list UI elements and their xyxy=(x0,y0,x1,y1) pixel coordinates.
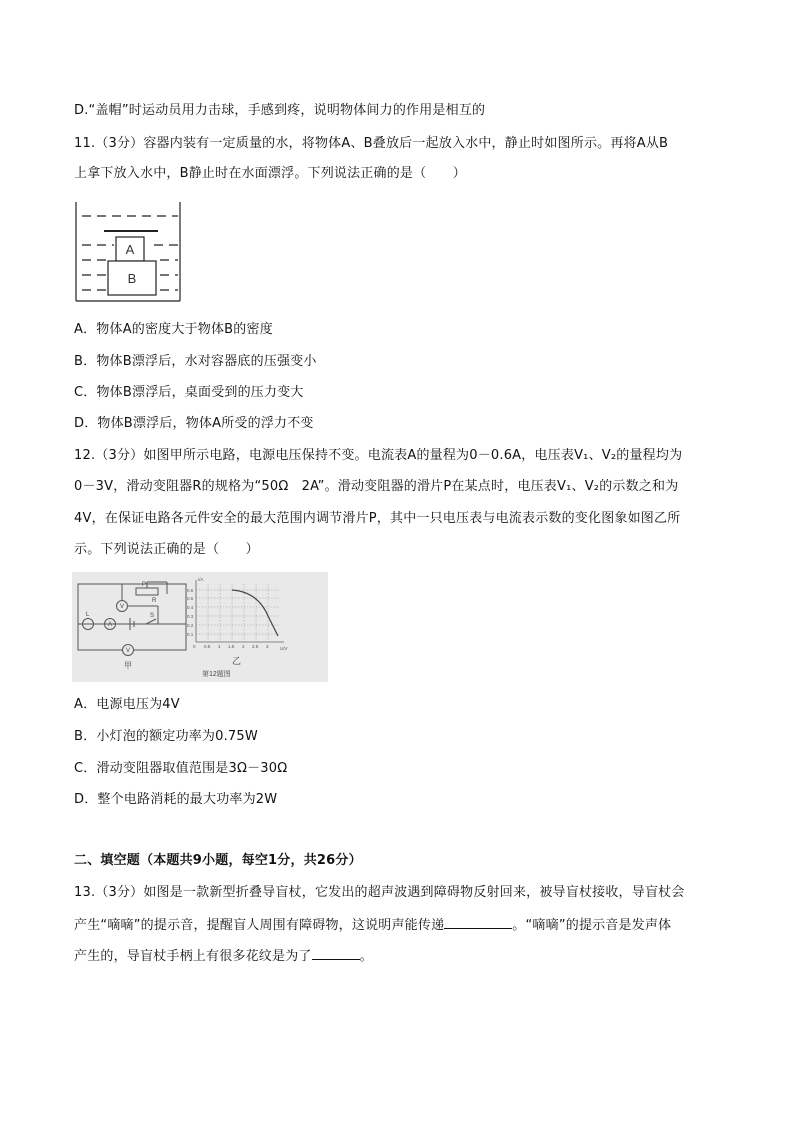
label-a: A xyxy=(108,622,113,628)
question-13-text-b: 。“嘀嘀”的提示音是发声体 xyxy=(512,918,672,933)
x-tick: 2.5 xyxy=(252,644,259,649)
question-12-stem-line2: 0－3V，滑动变阻器R的规格为“50Ω 2A”。滑动变阻器的滑片P在某点时，电压表V₁、V₂的示数之和为 xyxy=(74,479,679,494)
question-13-stem-line3 xyxy=(74,945,373,967)
caption-yi: 乙 xyxy=(232,656,242,666)
circuit-photo xyxy=(72,572,328,682)
question-13-text-d: 。 xyxy=(359,949,373,964)
label-l: L xyxy=(86,612,90,618)
question-11-stem-line1: 11.（3分）容器内装有一定质量的水，将物体A、B叠放后一起放入水中，静止时如图所示。再将A从B xyxy=(74,136,669,151)
y-tick: 0.4 xyxy=(187,605,194,610)
question-11-option-c: C．物体B漂浮后，桌面受到的压力变大 xyxy=(74,385,304,400)
question-11-option-d: D．物体B漂浮后，物体A所受的浮力不变 xyxy=(74,416,314,431)
label-v2: V xyxy=(126,648,131,654)
question-12-option-a: A．电源电压为4V xyxy=(74,697,180,712)
question-11-option-b: B．物体B漂浮后，水对容器底的压强变小 xyxy=(74,354,317,369)
x-axis-label: U/V xyxy=(280,646,288,651)
label-v1: V xyxy=(120,604,125,610)
question-13-stem-line2 xyxy=(74,914,671,936)
x-tick: 2 xyxy=(242,644,245,649)
y-tick: 0.1 xyxy=(187,632,194,637)
block-b-label: B xyxy=(127,271,137,286)
question-12-option-d: D．整个电路消耗的最大功率为2W xyxy=(74,792,278,807)
caption-jia: 甲 xyxy=(124,661,132,670)
x-tick: 1.5 xyxy=(228,644,235,649)
question-13-text-a: 产生“嘀嘀”的提示音，提醒盲人周围有障碍物，这说明声能传递 xyxy=(74,918,445,933)
y-tick: 0.5 xyxy=(187,596,194,601)
container-figure xyxy=(70,200,186,304)
answer-blank-2[interactable] xyxy=(312,945,360,960)
y-axis-label: I/A xyxy=(198,577,204,582)
caption-figure: 第12题图 xyxy=(202,671,231,678)
graph-curve xyxy=(232,590,278,636)
question-12-stem-line4: 示。下列说法正确的是（ ） xyxy=(74,542,259,557)
x-tick: 0 xyxy=(193,644,196,649)
y-tick: 0.2 xyxy=(187,623,194,628)
question-12-option-c: C．滑动变阻器取值范围是3Ω－30Ω xyxy=(74,761,288,776)
question-12-stem-line3: 4V，在保证电路各元件安全的最大范围内调节滑片P，其中一只电压表与电流表示数的变化图象如图乙所 xyxy=(74,511,681,526)
label-r: R xyxy=(152,598,157,604)
block-a-label: A xyxy=(125,242,135,257)
question-12-stem-line1: 12.（3分）如图甲所示电路，电源电压保持不变。电流表A的量程为0－0.6A，电压表V₁、V₂的量程均为 xyxy=(74,448,683,463)
y-tick: 0.3 xyxy=(187,614,194,619)
answer-blank-1[interactable] xyxy=(444,914,512,929)
y-tick: 0.6 xyxy=(187,588,194,593)
x-tick: 0.5 xyxy=(204,644,211,649)
question-11-stem-line2: 上拿下放入水中，B静止时在水面漂浮。下列说法正确的是（ ） xyxy=(74,166,466,181)
question-13-stem-line1: 13.（3分）如图是一款新型折叠导盲杖，它发出的超声波遇到障碍物反射回来，被导盲杖接收，导盲杖会 xyxy=(74,885,685,900)
label-p: P xyxy=(142,582,147,588)
question-11-option-a: A．物体A的密度大于物体B的密度 xyxy=(74,322,273,337)
question-10-option-d: D.“盖帽”时运动员用力击球，手感到疼，说明物体间力的作用是相互的 xyxy=(74,103,486,118)
question-13-text-c: 产生的，导盲杖手柄上有很多花纹是为了 xyxy=(74,949,312,964)
section-heading: 二、填空题（本题共9小题，每空1分，共26分） xyxy=(74,853,362,868)
x-tick: 3 xyxy=(266,644,269,649)
question-12-option-b: B．小灯泡的额定功率为0.75W xyxy=(74,729,258,744)
x-tick: 1 xyxy=(218,644,221,649)
label-s: S xyxy=(150,613,155,619)
